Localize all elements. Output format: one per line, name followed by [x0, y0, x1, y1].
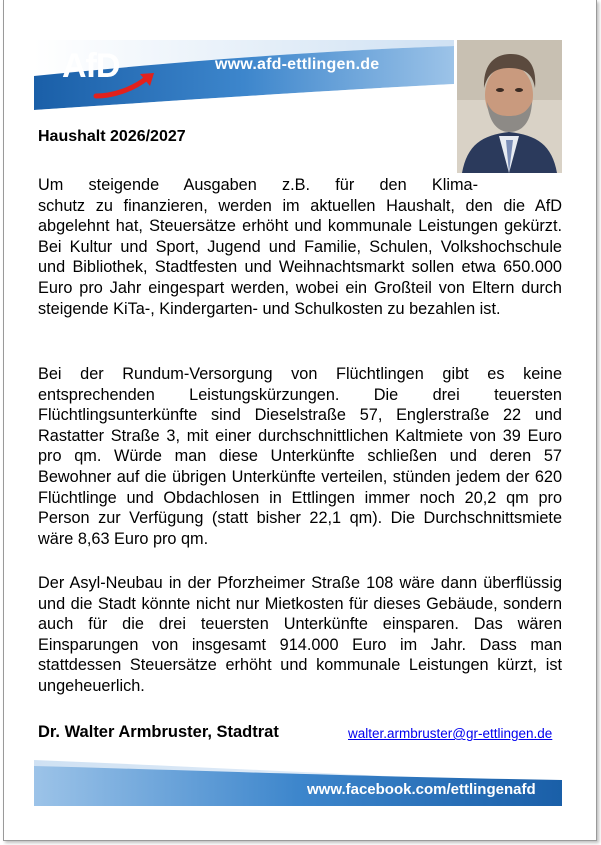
- portrait-photo: [457, 40, 562, 173]
- facebook-link[interactable]: www.facebook.com/ettlingenafd: [307, 781, 536, 798]
- author-email-link[interactable]: walter.armbruster@gr-ettlingen.de: [348, 726, 553, 741]
- paragraph-1: [38, 175, 562, 319]
- paragraph-3: Der Asyl-Neubau in der Pforzheimer Straße 108 wäre dann überflüssig und die Stadt könnte nicht nur Mietkosten für dieses Gebäude, sondern auch für die drei teuersten Unterkünfte einsparen. Das wären Einsparungen von insgesamt 914.000 Euro im Jahr. Dass man stattdessen Steuersätze erhöht und kommunale Leistungen kürzt, ist ungeheuerlich.: [38, 574, 562, 695]
- paragraph-1-line-1: Um steigende Ausgaben z.B. für den Klima-: [38, 176, 478, 194]
- author-signature: Dr. Walter Armbruster, Stadtrat: [38, 723, 279, 741]
- paragraph-1-rest: schutz zu finanzieren, werden im aktuellen Haushalt, den die AfD abgelehnt hat, Steuersätze erhöht und kommunale Leistungen gekürzt. Bei Kultur und Sport, Jugend und Familie, Schulen, Volkshochschule und Bibliothek, Stadtfesten und Weihnachtsmarkt sollen etwa 650.000 Euro pro Jahr eingespart werden, wobei ein Großteil von Eltern durch steigende KiTa-, Kindergarten- und Schulkosten zu bezahlen ist.: [38, 196, 562, 318]
- website-link[interactable]: www.afd-ettlingen.de: [215, 56, 380, 73]
- paragraph-2: Bei der Rundum-Versorgung von Flüchtlingen gibt es keine entsprechenden Leistungskürzungen. Die drei teuersten Flüchtlingsunterkünfte sind Dieselstraße 57, Englerstraße 22 und Rastatter Straße 3, mit einer durchschnittlichen Kaltmiete von 39 Euro pro qm. Würde man diese Unterkünfte schließen und deren 57 Bewohner auf die übrigen Unterkünfte verteilen, stünden jedem der 620 Flüchtlinge und Obdachlosen in Ettlingen immer noch 20,2 qm pro Person zur Verfügung (statt bisher 22,1 qm). Die Durchschnittsmiete wäre 8,63 Euro pro qm.: [38, 365, 562, 548]
- article-title: Haushalt 2026/2027: [38, 128, 186, 145]
- afd-logo: AfD: [62, 47, 120, 85]
- logo-arrow-icon: [92, 70, 162, 100]
